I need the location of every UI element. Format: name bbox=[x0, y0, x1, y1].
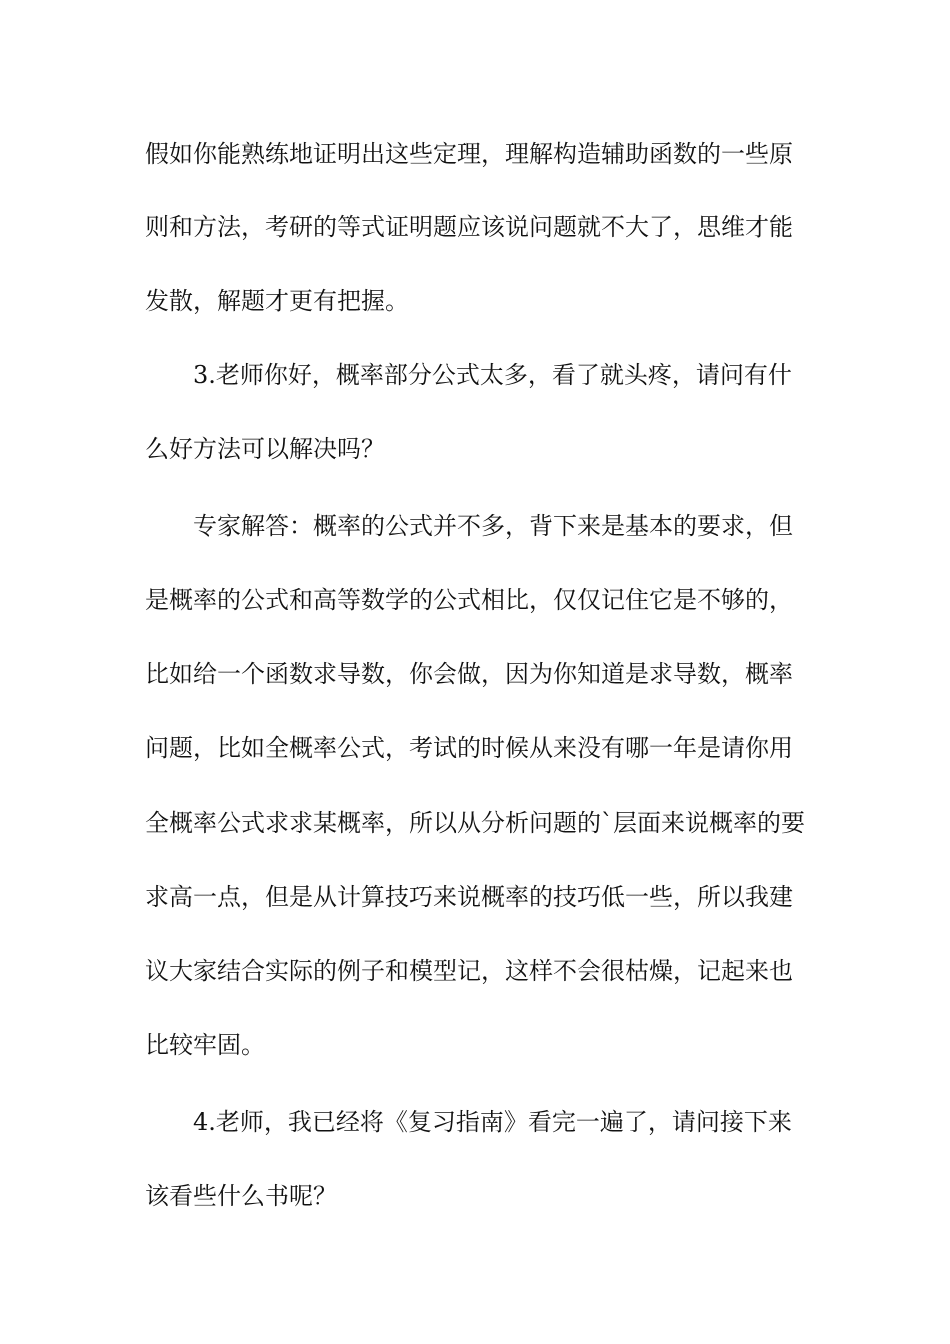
answer-line: 专家解答：概率的公式并不多，背下来是基本的要求，但 bbox=[193, 512, 793, 540]
answer-line: 比如给一个函数求导数，你会做，因为你知道是求导数，概率 bbox=[145, 660, 793, 688]
paragraph-line: 则和方法，考研的等式证明题应该说问题就不大了，思维才能 bbox=[145, 213, 793, 241]
question-line: 该看些什么书呢？ bbox=[145, 1182, 337, 1210]
answer-line: 比较牢固。 bbox=[145, 1031, 265, 1059]
answer-line: 全概率公式求求某概率，所以从分析问题的`层面来说概率的要 bbox=[145, 809, 805, 837]
answer-line: 是概率的公式和高等数学的公式相比，仅仅记住它是不够的， bbox=[145, 586, 793, 614]
answer-line: 问题，比如全概率公式，考试的时候从来没有哪一年是请你用 bbox=[145, 734, 793, 762]
question-line: 么好方法可以解决吗？ bbox=[145, 435, 385, 463]
question-line: 4.老师，我已经将《复习指南》看完一遍了，请问接下来 bbox=[193, 1108, 792, 1136]
paragraph-line: 发散，解题才更有把握。 bbox=[145, 287, 409, 315]
paragraph-line: 假如你能熟练地证明出这些定理，理解构造辅助函数的一些原 bbox=[145, 140, 793, 168]
question-line: 3.老师你好，概率部分公式太多，看了就头疼，请问有什 bbox=[193, 361, 792, 389]
answer-line: 议大家结合实际的例子和模型记，这样不会很枯燥，记起来也 bbox=[145, 957, 793, 985]
answer-line: 求高一点，但是从计算技巧来说概率的技巧低一些，所以我建 bbox=[145, 883, 793, 911]
